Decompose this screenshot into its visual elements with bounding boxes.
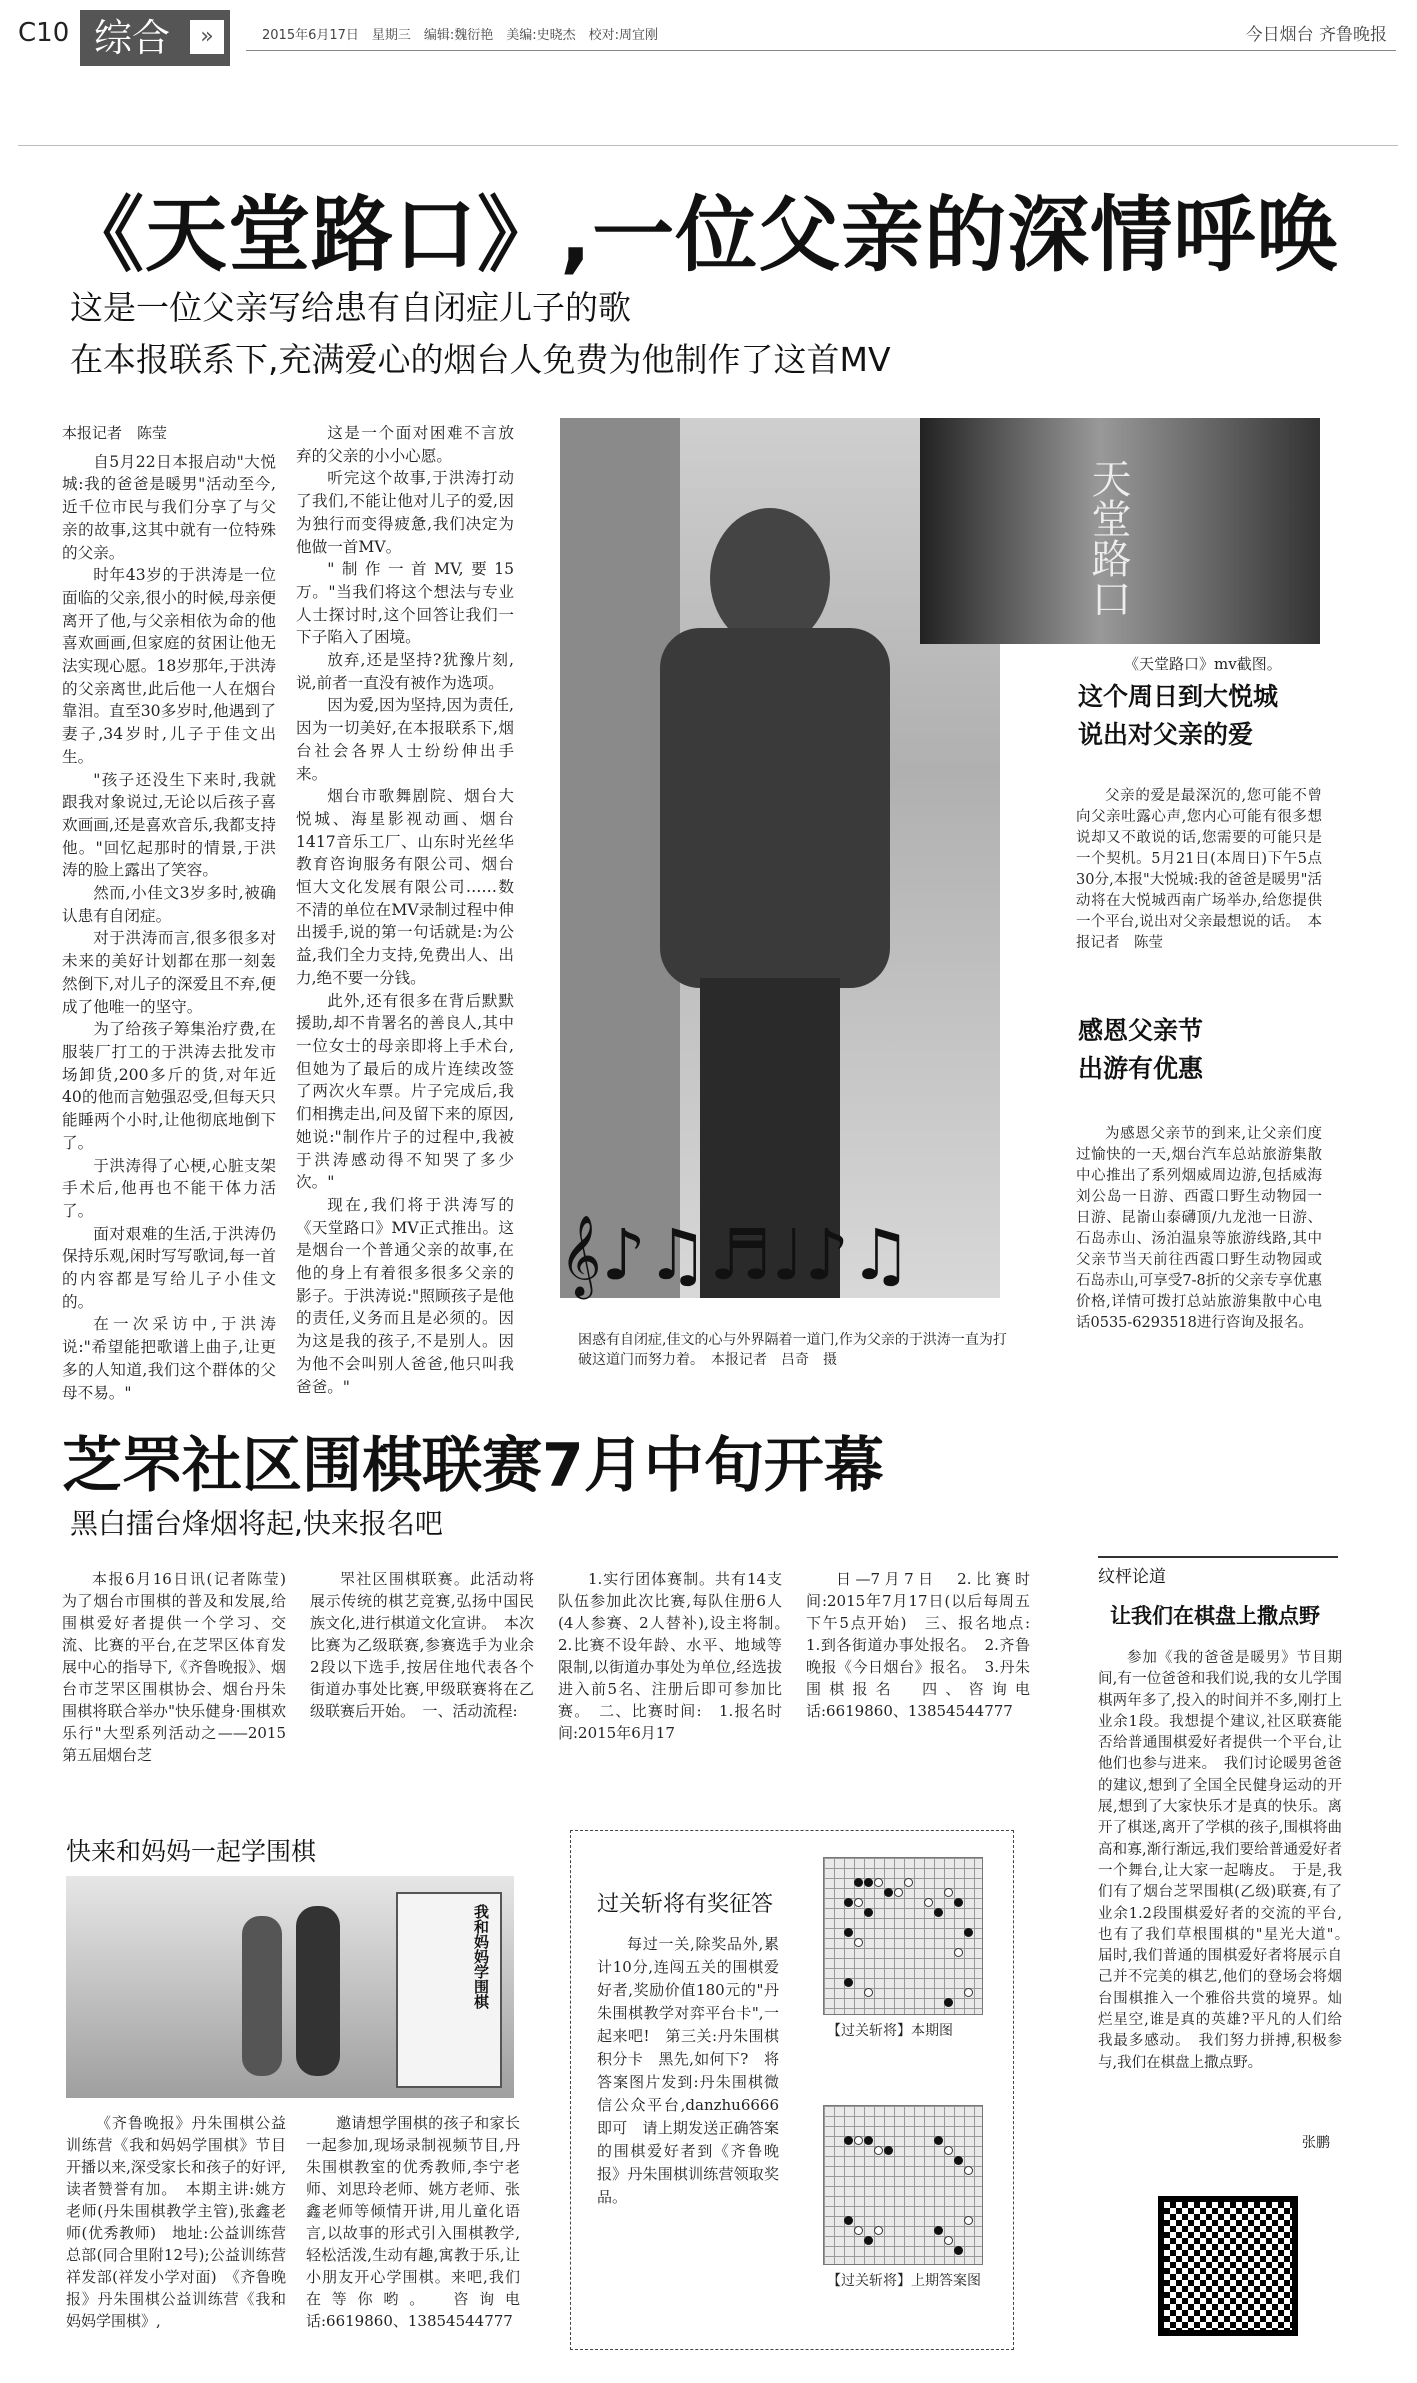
side1-body: 父亲的爱是最深沉的,您可能不曾向父亲吐露心声,您内心可能有很多想说却又不敢说的话,您需要的可能只是一个契机。5月21日(本周日)下午5点30分,本报"大悦城:我的爸爸是暖男"活动将在大悦城西南广场举办,给您提供一个平台,说出对父亲最想说的话。 本报记者 陈莹 <box>1076 788 1322 951</box>
mom-column-1: 《齐鲁晚报》丹朱围棋公益训练营《我和妈妈学围棋》节目开播以来,深受家长和孩子的好评,读者赞誉有加。 本期主讲:姚方老师(丹朱围棋教学主管),张鑫老师(优秀教师) 地址:公益训练营总部(同合里附12号);公益训练营祥发部(祥发小学对面) 《齐鲁晚报》丹朱围棋公益训练营《我和妈妈学围棋》, <box>66 2114 286 2330</box>
paragraph: 为了给孩子筹集治疗费,在服装厂打工的于洪涛去批发市场卸货,200多斤的货,对年近40的他而言勉强忍受,但每天只能睡两个小时,让他彻底地倒下了。 <box>62 1020 276 1152</box>
mv-title-art: 天堂路口 <box>1085 458 1131 618</box>
go-stone <box>934 2226 943 2235</box>
go-stone <box>874 2226 883 2235</box>
byline: 本报记者 陈莹 <box>62 424 168 442</box>
go-stone <box>864 1908 873 1917</box>
section-tag <box>80 10 230 66</box>
paragraph: 在一次采访中,于洪涛说:"希望能把歌谱上曲子,让更多的人知道,我们这个群体的父母不易。" <box>62 1315 276 1402</box>
side2-body: 为感恩父亲节的到来,让父亲们度过愉快的一天,烟台汽车总站旅游集散中心推出了系列烟威周边游,包括威海刘公岛一日游、西霞口野生动物园一日游、昆嵛山泰礴顶/九龙池一日游、石岛赤山、汤泊温泉等旅游线路,其中父亲节当天前往西霞口野生动物园或石岛赤山,可享受7-8折的父亲专享优惠价格,详情可拨打总站旅游集散中心电话0535-6293518进行咨询及报名。 <box>1076 1126 1322 1331</box>
paragraph: 时年43岁的于洪涛是一位面临的父亲,很小的时候,母亲便离开了他,与父亲相依为命的他喜欢画画,但家庭的贫困让他无法实现心愿。18岁那年,于洪涛的父亲离世,此后他一人在烟台靠泪。直至30多岁时,他遇到了妻子,34岁时,儿子于佳文出生。 <box>62 566 276 766</box>
go-stone <box>884 2146 893 2155</box>
subheadline-3: 黑白擂台烽烟将起,快来报名吧 <box>70 1507 443 1540</box>
quiz-title: 过关斩将有奖征答 <box>597 1892 774 1917</box>
paragraph: 烟台市歌舞剧院、烟台大悦城、海星影视动画、烟台1417音乐工厂、山东时光丝华教育咨询服务有限公司、烟台恒大文化发展有限公司……数不清的单位在MV录制过程中伸出援手,说的第一句话就是:为公益,我们全力支持,免费出人、出力,绝不要一分钱。 <box>296 787 514 987</box>
article-column-2 <box>296 422 514 1396</box>
mom-title: 快来和妈妈一起学围棋 <box>66 1837 317 1866</box>
article2-column-3: 1.实行团体赛制。共有14支队伍参加此次比赛,每队住册6人(4人参赛、2人替补),设主将制。 2.比赛不设年龄、水平、地域等限制,以街道办事处为单位,经选拔进入前5名、注册后即可参加比赛。 二、比赛时间: 1.报名时间:2015年6月17 <box>558 1570 798 1742</box>
go-stone <box>924 1898 933 1907</box>
go-stone <box>944 1998 953 2007</box>
column-body: 参加《我的爸爸是暖男》节目期间,有一位爸爸和我们说,我的女儿学围棋两年多了,投入的时间并不多,刚打上业余1段。我想提个建议,社区联赛能否给普通围棋爱好者提供一个平台,让他们也参与进来。 我们讨论暖男爸爸的建议,想到了全国全民健身运动的开展,想到了大家快乐才是真的快乐。离开了棋迷,离开了学棋的孩子,围棋将曲高和寡,渐行渐远,我们要给普通爱好者一个舞台,让大家一起嗨皮。 于是,我们有了烟台芝罘围棋(乙级)联赛,有了业余1.2段围棋爱好者的交流的平台,也有了我们草根围棋的"星光大道"。 届时,我们普通的围棋爱好者将展示自己并不完美的棋艺,他们的登场会将烟台围棋推入一个雅俗共赏的境界。灿烂星空,谁是真的英雄?平凡的人们给我最多感动。 我们努力拼搏,积极参与,我们在棋盘上撒点野。 <box>1098 1650 1357 2071</box>
go-stone <box>894 1888 903 1897</box>
paragraph: "孩子还没生下来时,我就跟我对象说过,无论以后孩子喜欢画画,还是喜欢音乐,我都支持他。"回忆起那时的情景,于洪涛的脸上露出了笑容。 <box>62 770 276 880</box>
go-stone <box>864 1988 873 1997</box>
page-number: C10 <box>18 18 70 48</box>
go-stone <box>854 2136 863 2145</box>
paragraph: 现在,我们将于洪涛写的《天堂路口》MV正式推出。这是烟台一个普通父亲的故事,在他的身上有着很多很多父亲的影子。于洪涛说:"照顾孩子是他的责任,义务而且是必须的。因为这是我的孩子,不是别人。因为他不会叫别人爸爸,他只叫我爸爸。" <box>296 1195 514 1396</box>
go-stone <box>874 2146 883 2155</box>
qr-code <box>1158 2196 1298 2336</box>
go-stone <box>844 1898 853 1907</box>
column-tag: 纹枰论道 <box>1098 1556 1338 1586</box>
board-caption-current: 【过关斩将】本期图 <box>827 2023 953 2039</box>
masthead: 今日烟台 齐鲁晚报 <box>1245 25 1387 45</box>
paragraph: 此外,还有很多在背后默默援助,却不肯署名的善良人,其中一位女士的母亲即将上手术台,但她为了最后的成片连续改签了两次火车票。片子完成后,我们相携走出,问及留下来的原因,她说:"制作片子的过程中,我被于洪涛感动得不知哭了多少次。" <box>296 991 514 1192</box>
headline-2: 芝罘社区围棋联赛7月中旬开幕 <box>62 1431 884 1501</box>
go-stone <box>954 1898 963 1907</box>
go-stone <box>884 1888 893 1897</box>
paragraph: 对于洪涛而言,很多很多对未来的美好计划都在那一刻轰然倒下,对儿子的深爱且不弃,便成了他唯一的坚守。 <box>62 929 276 1016</box>
subheadline-1: 这是一位父亲写给患有自闭症儿子的歌 <box>70 288 631 327</box>
paragraph: 然而,小佳文3岁多时,被确认患有自闭症。 <box>62 884 276 925</box>
figure-body <box>660 628 890 988</box>
photo-caption: 困惑有自闭症,佳文的心与外界隔着一道门,作为父亲的于洪涛一直为打破这道门而努力着。 本报记者 吕奇 摄 <box>578 1332 1007 1368</box>
paragraph: 因为爱,因为坚持,因为责任,因为一切美好,在本报联系下,烟台社会各界人士纷纷伸出手来。 <box>296 696 514 783</box>
teacher-figure <box>242 1916 282 2076</box>
paragraph: 听完这个故事,于洪涛打动了我们,不能让他对儿子的爱,因为独行而变得疲惫,我们决定为他做一首MV。 <box>296 469 514 556</box>
side2-title <box>1078 1012 1203 1088</box>
side2-title-line1: 感恩父亲节 <box>1078 1016 1204 1045</box>
go-stone <box>964 2166 973 2175</box>
side1-title <box>1078 678 1278 754</box>
go-board-current <box>823 1857 983 2015</box>
go-stone <box>904 1878 913 1887</box>
go-stone <box>854 1938 863 1947</box>
side2-title-line2: 出游有优惠 <box>1078 1054 1204 1083</box>
poster-board <box>396 1892 502 2088</box>
go-stone <box>864 1878 873 1887</box>
go-stone <box>854 2226 863 2235</box>
go-board-previous <box>823 2105 983 2265</box>
article-column-1 <box>62 422 276 1402</box>
go-stone <box>864 2136 873 2145</box>
go-stone <box>864 2236 873 2245</box>
paragraph: "制作一首MV,要15万。"当我们将这个想法与专业人士探讨时,这个回答让我们一下子陷入了困境。 <box>296 560 514 647</box>
go-stone <box>944 2146 953 2155</box>
chevron-right-icon: » <box>190 20 224 54</box>
go-stone <box>934 2136 943 2145</box>
side1-title-line2: 说出对父亲的爱 <box>1078 720 1254 749</box>
board-caption-previous: 【过关斩将】上期答案图 <box>827 2273 981 2289</box>
issue-meta: 2015年6月17日 星期三 编辑:魏衍艳 美编:史晓杰 校对:周宜刚 <box>262 28 659 43</box>
column-author: 张鹏 <box>1302 2135 1330 2151</box>
mv-caption: 《天堂路口》mv截图。 <box>1124 655 1282 673</box>
headline: 《天堂路口》,一位父亲的深情呼唤 <box>62 188 1340 283</box>
divider <box>18 145 1398 146</box>
music-notes-icon: 𝄞♪♫♬♩♪♫ <box>560 1214 912 1296</box>
go-stone <box>954 1948 963 1957</box>
quiz-body: 每过一关,除奖品外,累计10分,连闯五关的围棋爱好者,奖励价值180元的"丹朱围棋教学对弈平台卡",一起来吧! 第三关:丹朱围棋积分卡 黑先,如何下? 将答案图片发到:丹朱围棋微信公众平台,danzhu6666即可 请上期发送正确答案的围棋爱好者到《齐鲁晚报》丹朱围棋训练营领取奖品。 <box>597 1935 779 2206</box>
go-stone <box>844 1978 853 1987</box>
go-stone <box>844 2136 853 2145</box>
figure-head <box>710 508 830 648</box>
go-stone <box>944 2236 953 2245</box>
header-rule <box>246 50 1396 51</box>
go-stone <box>954 2156 963 2165</box>
poster-sign: 我和妈妈学围棋 <box>472 1904 490 2009</box>
article2-column-4: 日—7月7日 2.比赛时间:2015年7月17日(以后每周五下午5点开始) 三、报名地点: 1.到各街道办事处报名。 2.齐鲁晚报《今日烟台》报名。 3.丹朱围棋报名 四、咨询电话:6619860、13854544777 <box>806 1570 1046 1720</box>
go-stone <box>844 1928 853 1937</box>
subheadline-2: 在本报联系下,充满爱心的烟台人免费为他制作了这首MV <box>70 340 891 379</box>
mv-screenshot <box>920 418 1320 644</box>
paragraph: 自5月22日本报启动"大悦城:我的爸爸是暖男"活动至今,近千位市民与我们分享了与父亲的故事,这其中就有一位特殊的父亲。 <box>62 452 276 562</box>
quiz-box <box>570 1830 1014 2350</box>
column-title: 让我们在棋盘上撒点野 <box>1110 1604 1320 1628</box>
paragraph: 这是一个面对困难不言放弃的父亲的小小心愿。 <box>296 424 514 465</box>
side1-title-line1: 这个周日到大悦城 <box>1078 682 1279 711</box>
article2-column-2: 罘社区围棋联赛。此活动将展示传统的棋艺竞赛,弘扬中国民族文化,进行棋道文化宣讲。 本次比赛为乙级联赛,参赛选手为业余2段以下选手,按居住地代表各个街道办事处比赛,甲级联赛将在乙级联赛后开始。 一、活动流程: <box>310 1570 534 1720</box>
go-stone <box>844 2216 853 2225</box>
class-photo <box>66 1876 514 2098</box>
go-stone <box>944 1888 953 1897</box>
mom-column-2: 邀请想学围棋的孩子和家长一起参加,现场录制视频节目,丹朱围棋教室的优秀教师,李宁老师、刘思玲老师、姚方老师、张鑫老师等倾情开讲,用儿童化语言,以故事的形式引入围棋教学,轻松活泼,生动有趣,寓教于乐,让小朋友开心学围棋。来吧,我们在等你哟。 咨询电话:6619860、13854544777 <box>306 2114 520 2330</box>
paragraph: 于洪涛得了心梗,心脏支架手术后,他再也不能干体力活了。 <box>62 1156 276 1220</box>
go-stone <box>964 2216 973 2225</box>
go-stone <box>874 1878 883 1887</box>
go-stone <box>934 1908 943 1917</box>
paragraph: 面对艰难的生活,于洪涛仍保持乐观,闲时写写歌词,每一首的内容都是写给儿子小佳文的。 <box>62 1224 276 1311</box>
go-stone <box>854 1878 863 1887</box>
go-stone <box>964 1928 973 1937</box>
go-stone <box>854 1898 863 1907</box>
go-stone <box>964 1988 973 1997</box>
article2-column-1: 本报6月16日讯(记者陈莹) 为了烟台市围棋的普及和发展,给围棋爱好者提供一个学习、交流、比赛的平台,在芝罘区体育发展中心的指导下,《齐鲁晚报》、烟台市芝罘区围棋协会、烟台丹朱围棋将联合举办"快乐健身·围棋欢乐行"大型系列活动之——2015第五届烟台芝 <box>62 1570 302 1764</box>
go-stone <box>954 2246 963 2255</box>
mother-figure <box>296 1906 340 2076</box>
paragraph: 放弃,还是坚持?犹豫片刻,说,前者一直没有被作为选项。 <box>296 651 514 692</box>
section-label: 综合 <box>94 16 171 60</box>
